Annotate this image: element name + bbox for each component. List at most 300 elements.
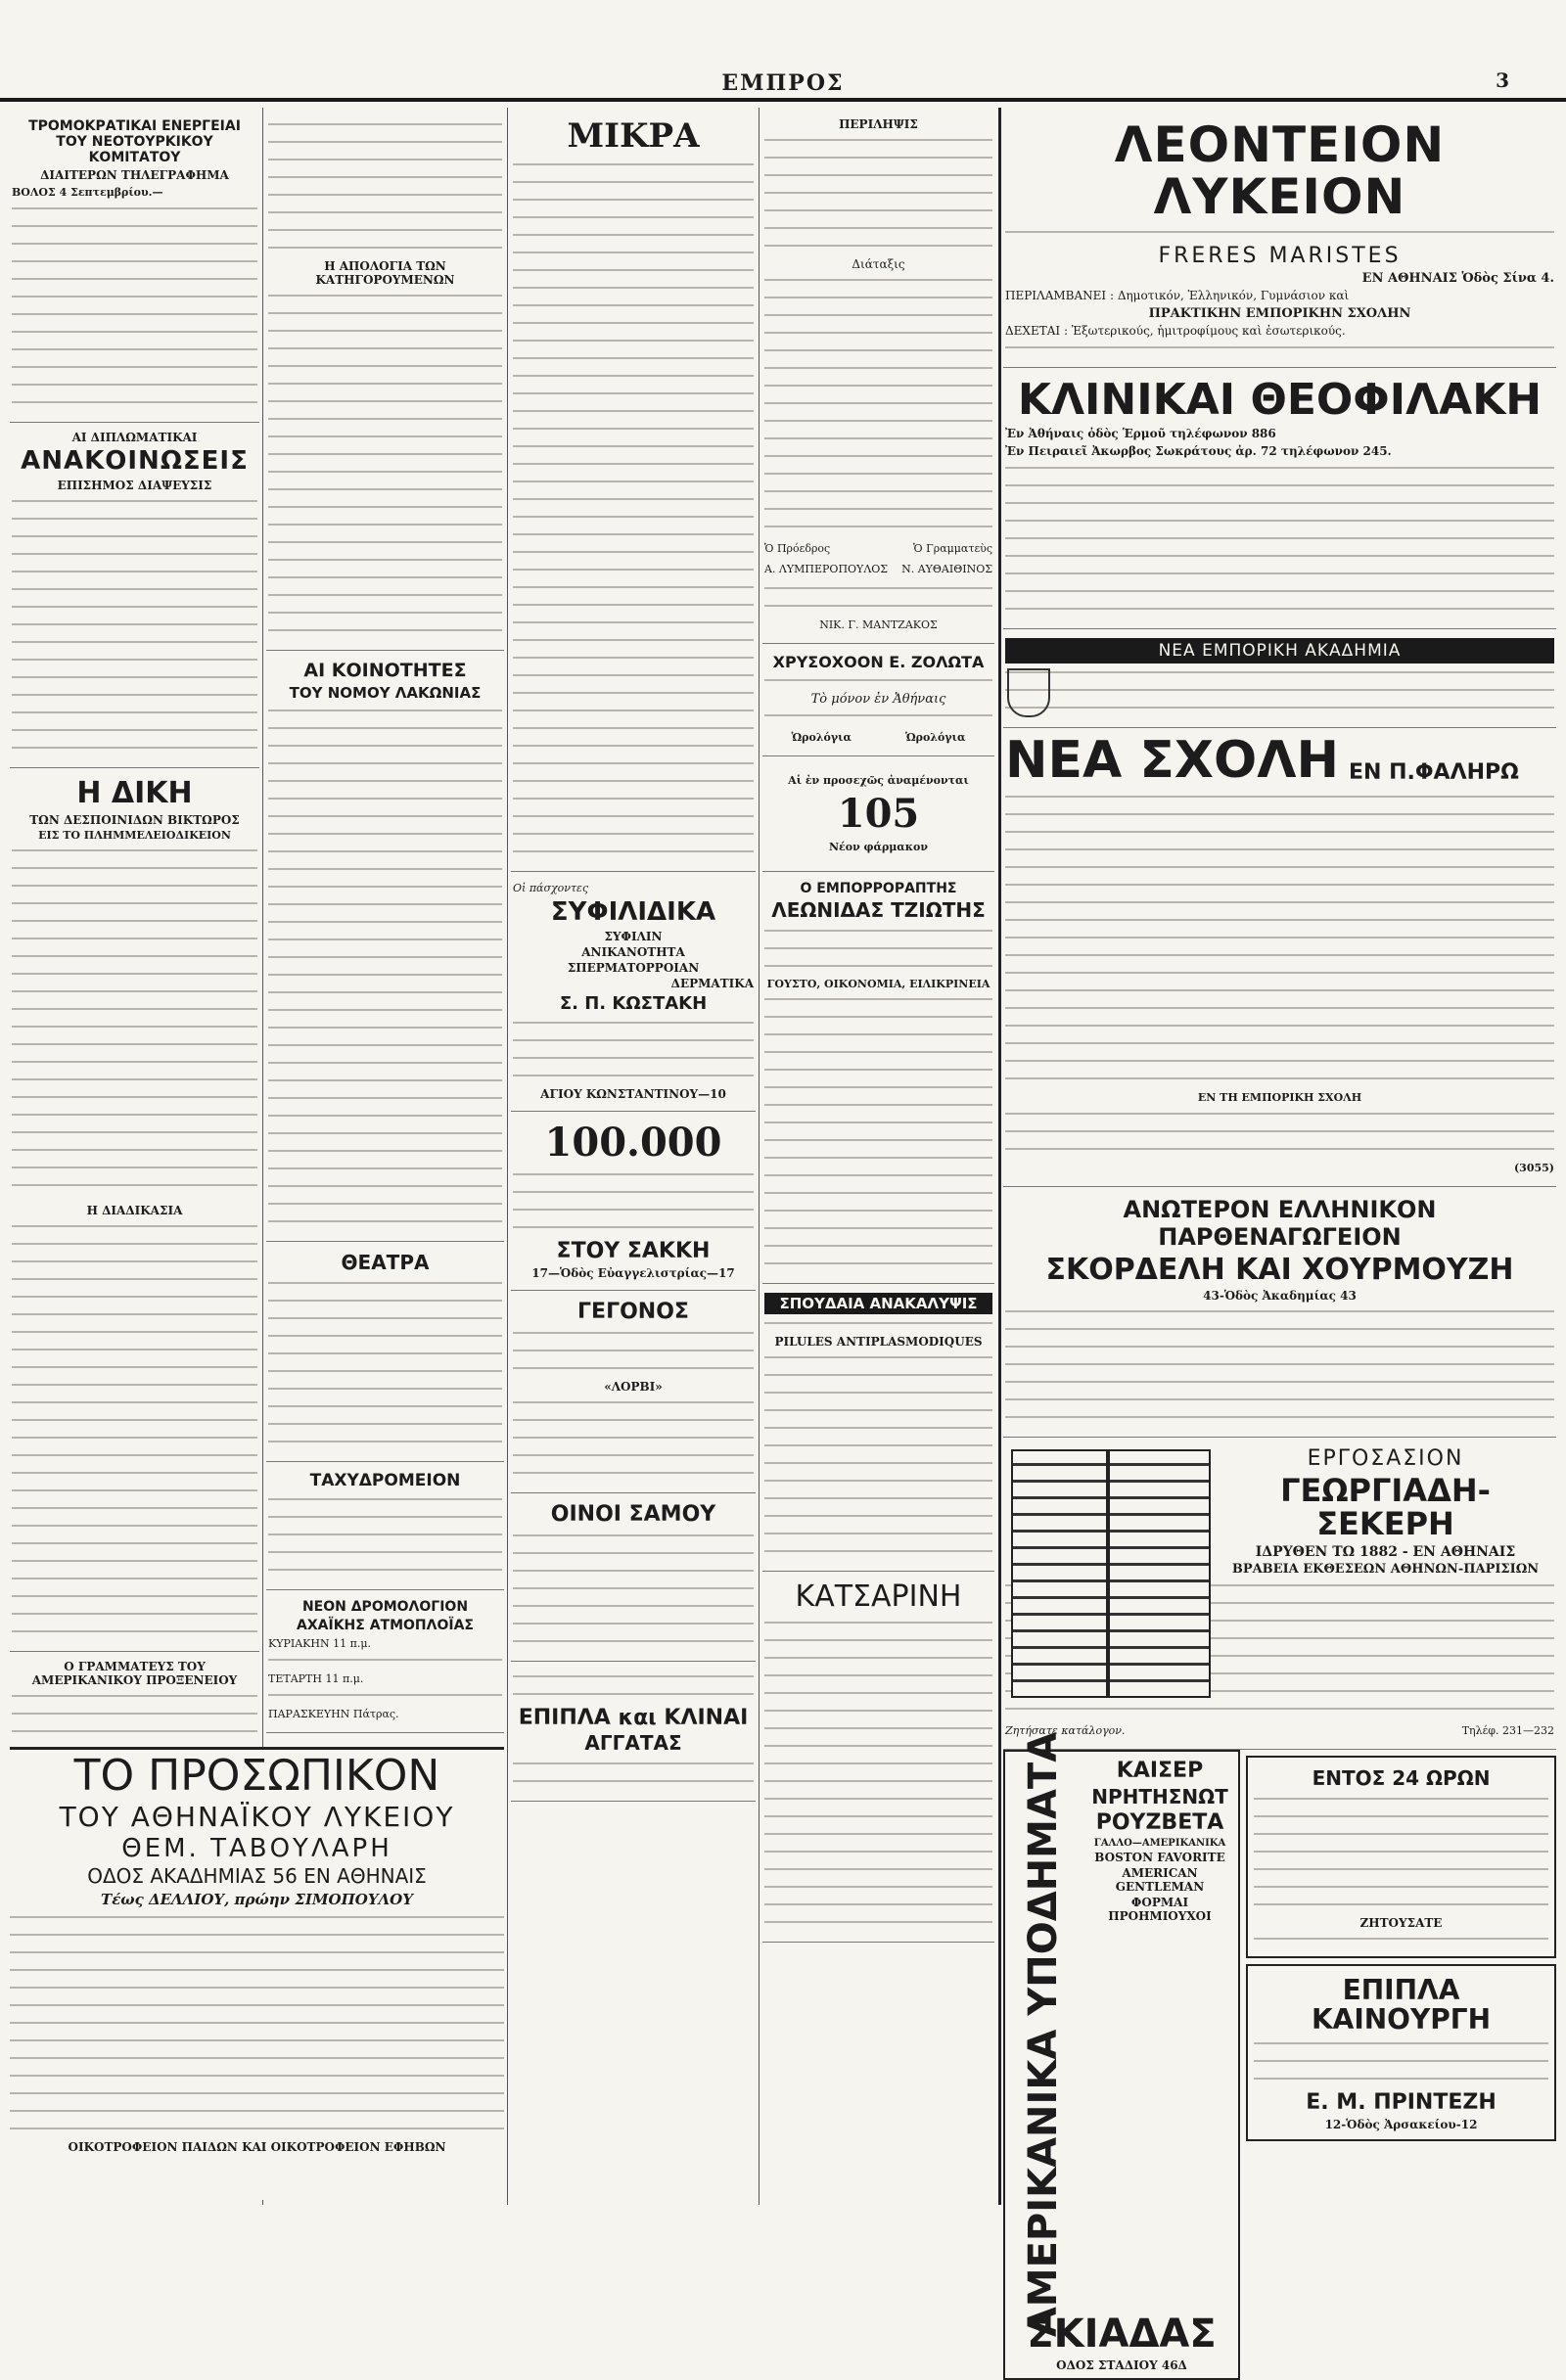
body-text-line bbox=[268, 846, 502, 860]
ad-address: ΕΝ ΑΘΗΝΑΙΣ Ὁδὸς Σίνα 4. bbox=[1361, 271, 1554, 286]
body-text-line bbox=[1005, 1394, 1554, 1408]
body-text-line bbox=[764, 1758, 992, 1772]
body-text-line bbox=[268, 1022, 502, 1036]
body-text-line bbox=[764, 1881, 992, 1896]
ad-zolota bbox=[762, 644, 994, 756]
body-text-line bbox=[1254, 1828, 1548, 1843]
body-text-line bbox=[268, 395, 502, 410]
body-text-line bbox=[10, 1964, 504, 1979]
body-text-line bbox=[268, 325, 502, 340]
ad-headline: ΚΛΙΝΙΚΑΙ ΘΕΟΦΙΛΑΚΗ bbox=[1017, 375, 1543, 425]
body-text-line bbox=[764, 993, 992, 1008]
ad-discovery bbox=[762, 1284, 994, 1572]
body-text-line bbox=[764, 362, 992, 377]
body-text-line bbox=[513, 176, 754, 191]
body-text-line bbox=[1005, 342, 1554, 356]
body-text-line bbox=[1005, 1703, 1554, 1717]
body-text-line bbox=[268, 189, 502, 204]
body-text-line bbox=[10, 2017, 504, 2032]
body-text-line bbox=[764, 1029, 992, 1043]
ad-headline: ΝΕΑ ΕΜΠΟΡΙΚΗ ΑΚΑΔΗΜΙΑ bbox=[1005, 638, 1554, 664]
body-text-line bbox=[764, 1810, 992, 1825]
body-text-line bbox=[268, 206, 502, 221]
body-text-line bbox=[268, 1546, 502, 1561]
body-text-line bbox=[513, 194, 754, 208]
body-text-line bbox=[12, 379, 257, 393]
ad-headline: ΕΠΙΠΛΑ και ΚΛΙΝΑΙ bbox=[518, 1706, 749, 1731]
body-text-line bbox=[10, 2035, 504, 2049]
body-text-line bbox=[10, 2105, 504, 2120]
body-text-line bbox=[764, 1134, 992, 1149]
body-text-line bbox=[513, 211, 754, 226]
ad-leonteion bbox=[1003, 110, 1556, 368]
article-post bbox=[266, 1462, 504, 1590]
body-text-line bbox=[12, 343, 257, 358]
body-text-line bbox=[513, 1618, 754, 1632]
body-text-line bbox=[1005, 702, 1554, 716]
body-text-line bbox=[513, 705, 754, 719]
ad-line: ΟΔΟΣ ΣΤΑΔΙΟΥ 46Δ bbox=[1056, 2358, 1187, 2373]
body-text-line bbox=[764, 1863, 992, 1878]
ad-name: Ε. Μ. ΠΡΙΝΤΕΖΗ bbox=[1306, 2090, 1497, 2116]
body-text-line bbox=[764, 1492, 992, 1507]
body-text-line bbox=[764, 1404, 992, 1419]
body-text-line bbox=[764, 1351, 992, 1366]
body-text-line bbox=[10, 1911, 504, 1926]
body-text-line bbox=[764, 1475, 992, 1489]
schedule-line: ΚΥΡΙΑΚΗΝ 11 π.μ. bbox=[268, 1637, 371, 1650]
body-text-line bbox=[513, 511, 754, 526]
body-text-line bbox=[268, 934, 502, 948]
body-text-line bbox=[513, 440, 754, 455]
ad-line: Τηλέφ. 231—232 bbox=[1461, 1724, 1554, 1738]
body-text-line bbox=[12, 985, 257, 1000]
schedule-line: ΤΕΤΑΡΤΗ 11 π.μ. bbox=[268, 1672, 364, 1685]
body-text-line bbox=[12, 601, 257, 616]
body-text-line bbox=[12, 1573, 257, 1587]
notice-summary bbox=[762, 110, 994, 644]
body-text-line bbox=[764, 380, 992, 394]
ad-subheadline: ΤΟΥ ΑΘΗΝΑΪΚΟΥ ΛΥΚΕΙΟΥ bbox=[59, 1801, 455, 1834]
body-text-line bbox=[1005, 932, 1554, 946]
ad-nea-scholi bbox=[1003, 728, 1556, 1187]
ad-item: Ὡρολόγια bbox=[905, 731, 966, 744]
ad-furniture-new bbox=[1246, 1964, 1556, 2141]
body-text-line bbox=[1254, 1863, 1548, 1878]
body-text-line bbox=[513, 264, 754, 279]
ad-line: ΣΥΦΙΛΙΝ bbox=[604, 929, 663, 943]
body-text-line bbox=[1254, 1793, 1548, 1808]
ad-line: ΚΑΙΣΕΡ bbox=[1116, 1759, 1204, 1784]
body-text-line bbox=[764, 1457, 992, 1472]
body-text-line bbox=[268, 1180, 502, 1195]
body-text-line bbox=[513, 388, 754, 402]
body-text-line bbox=[12, 1220, 257, 1235]
ad-sakki bbox=[511, 1112, 756, 1291]
ad-subheadline: ΕΝ Π.ΦΑΛΗΡΩ bbox=[1348, 759, 1519, 785]
body-text-line bbox=[764, 1081, 992, 1096]
body-text-line bbox=[268, 501, 502, 516]
body-text-line bbox=[268, 136, 502, 151]
body-text-line bbox=[1005, 684, 1554, 699]
body-text-line bbox=[268, 448, 502, 463]
ad-syphilis bbox=[511, 872, 756, 1112]
body-text-line bbox=[12, 1708, 257, 1722]
body-text-line bbox=[513, 1204, 754, 1218]
body-text-line bbox=[1005, 826, 1554, 841]
body-text-line bbox=[513, 1449, 754, 1464]
ad-line: (3055) bbox=[1513, 1161, 1554, 1174]
body-text-line bbox=[10, 2123, 504, 2137]
body-text-line bbox=[764, 433, 992, 447]
ad-headline: ΕΝΤΟΣ 24 ΩΡΩΝ bbox=[1312, 1766, 1491, 1791]
body-text-line bbox=[268, 1564, 502, 1579]
ad-headline: ΣΥΦΙΛΙΔΙΚΑ bbox=[550, 896, 716, 927]
section-heading: Η ΔΙΑΔΙΚΑΣΙΑ bbox=[86, 1203, 183, 1217]
body-text-line bbox=[12, 495, 257, 510]
article-headline: ΤΑΧΥΔΡΟΜΕΙΟΝ bbox=[309, 1471, 461, 1490]
body-text-line bbox=[12, 1109, 257, 1123]
body-text-line bbox=[12, 897, 257, 912]
ad-subheadline: ΣΚΟΡΔΕΛΗ ΚΑΙ ΧΟΥΡΜΟΥΖΗ bbox=[1045, 1252, 1514, 1287]
vertical-banner-text: ΑΜΕΡΙΚΑΝΙΚΑ ΥΠΟΔΗΜΑΤΑ bbox=[1021, 1732, 1067, 2338]
body-text-line bbox=[268, 1436, 502, 1450]
body-text-line bbox=[513, 793, 754, 807]
body-text-line bbox=[764, 1422, 992, 1437]
body-text-line bbox=[12, 1144, 257, 1159]
ad-line: ΝΡΗΤΗΣΝΩΤ bbox=[1091, 1784, 1228, 1808]
body-text-line bbox=[1254, 1881, 1548, 1896]
body-text-line bbox=[1254, 2037, 1548, 2052]
ad-line: ΣΠΕΡΜΑΤΟΡΡΟΙΑΝ bbox=[567, 960, 700, 975]
schedule-line: ΠΑΡΑΣΚΕΥΗΝ Πάτρας. bbox=[268, 1708, 399, 1720]
body-text-line bbox=[764, 415, 992, 430]
ad-line: ΓΑΛΛΟ—ΑΜΕΡΙΚΑΝΙΚΑ bbox=[1093, 1837, 1226, 1849]
ad-line: Τὸ μόνον ἐν Ἀθήναις bbox=[810, 692, 946, 707]
column-3 bbox=[511, 110, 756, 2205]
section-heading: Η ΑΠΟΛΟΓΙΑ ΤΩΝ ΚΑΤΗΓΟΡΟΥΜΕΝΩΝ bbox=[315, 259, 455, 287]
ad-headline: Ο ΕΜΠΟΡΡΟΡΑΠΤΗΣ bbox=[800, 881, 957, 896]
body-text-line bbox=[764, 1387, 992, 1401]
article-subheadline: ΤΟΥ ΝΟΜΟΥ ΛΑΚΩΝΙΑΣ bbox=[289, 684, 482, 702]
ad-line: ΟΙΚΟΤΡΟΦΕΙΟΝ ΠΑΙΔΩΝ ΚΑΙ ΟΙΚΟΤΡΟΦΕΙΟΝ ΕΦΗΒΩΝ bbox=[68, 2139, 446, 2154]
ad-line: Ἐν Πειραιεῖ Ἀκωρβος Σωκράτους ἀρ. 72 τηλέφωνον 245. bbox=[1005, 444, 1392, 459]
ad-headline: ΓΕΓΟΝΟΣ bbox=[577, 1300, 689, 1325]
body-text-line bbox=[268, 242, 502, 256]
ad-headline: ΝΕΑ ΣΧΟΛΗ bbox=[1005, 731, 1339, 791]
ad-headline: ΑΝΩΤΕΡΟΝ ΕΛΛΗΝΙΚΟΝ ΠΑΡΘΕΝΑΓΩΓΕΙΟΝ bbox=[1123, 1195, 1437, 1251]
body-text-line bbox=[12, 1003, 257, 1018]
body-text-line bbox=[513, 564, 754, 578]
body-text-line bbox=[268, 1057, 502, 1072]
body-text-line bbox=[12, 548, 257, 563]
body-text-line bbox=[268, 1004, 502, 1019]
body-text-line bbox=[12, 1326, 257, 1341]
ad-headline: ΛΕΟΝΤΕΙΟΝ ΛΥΚΕΙΟΝ bbox=[1114, 116, 1446, 225]
article-headline: ΜΙΚΡΑ bbox=[567, 116, 700, 156]
body-text-line bbox=[268, 1198, 502, 1213]
body-text-line bbox=[12, 1520, 257, 1534]
ad-address: 12-Ὁδὸς Ἀρσακείου-12 bbox=[1324, 2118, 1478, 2132]
column-divider bbox=[507, 108, 508, 2205]
body-text-line bbox=[12, 1449, 257, 1464]
body-text-line bbox=[513, 1345, 754, 1359]
body-text-line bbox=[268, 431, 502, 445]
body-text-line bbox=[764, 1011, 992, 1026]
body-text-line bbox=[764, 1064, 992, 1078]
body-text-line bbox=[12, 220, 257, 235]
ad-row bbox=[1003, 1732, 1556, 2380]
ad-subheadline: FRERES MARISTES bbox=[1158, 244, 1402, 268]
body-text-line bbox=[764, 1705, 992, 1719]
body-text-line bbox=[12, 1502, 257, 1517]
body-text-line bbox=[764, 187, 992, 202]
body-text-line bbox=[12, 1690, 257, 1705]
column-5 bbox=[1003, 110, 1556, 2373]
body-text-line bbox=[12, 530, 257, 545]
ad-line: ΕΝ ΤΗ ΕΜΠΟΡΙΚΗ ΣΧΟΛΗ bbox=[1197, 1090, 1362, 1104]
body-text-line bbox=[764, 1240, 992, 1255]
body-text-line bbox=[513, 1530, 754, 1544]
body-text-line bbox=[764, 344, 992, 359]
body-text-line bbox=[513, 1582, 754, 1597]
body-text-line bbox=[268, 171, 502, 186]
body-text-line bbox=[764, 1205, 992, 1219]
ad-gegonos bbox=[511, 1291, 756, 1493]
ad-24h bbox=[1246, 1756, 1556, 1958]
article-kicker: ΑΙ ΔΙΠΛΩΜΑΤΙΚΑΙ bbox=[71, 431, 198, 444]
body-text-line bbox=[12, 1074, 257, 1088]
body-text-line bbox=[268, 1418, 502, 1433]
body-text-line bbox=[12, 671, 257, 686]
ad-headline: ΤΟ ΠΡΟΣΩΠΙΚΟΝ bbox=[73, 1751, 440, 1801]
body-text-line bbox=[12, 1396, 257, 1411]
body-text-line bbox=[12, 724, 257, 739]
body-text-line bbox=[12, 1162, 257, 1176]
ad-headline: ΕΠΙΠΛΑ ΚΑΙΝΟΥΡΓΗ bbox=[1311, 1974, 1492, 2036]
body-text-line bbox=[268, 810, 502, 825]
body-text-line bbox=[764, 274, 992, 289]
crest-icon bbox=[1007, 668, 1050, 717]
body-text-line bbox=[1254, 2073, 1548, 2087]
body-text-line bbox=[764, 134, 992, 149]
body-text-line bbox=[10, 1946, 504, 1961]
body-text-line bbox=[268, 1127, 502, 1142]
body-text-line bbox=[12, 1256, 257, 1270]
ad-address: ΟΔΟΣ ΑΚΑΔΗΜΙΑΣ 56 ΕΝ ΑΘΗΝΑΙΣ bbox=[87, 1863, 427, 1888]
body-text-line bbox=[513, 828, 754, 843]
body-text-line bbox=[12, 361, 257, 376]
body-text-line bbox=[513, 528, 754, 543]
body-text-line bbox=[268, 1163, 502, 1177]
body-text-line bbox=[513, 1688, 754, 1703]
body-text-line bbox=[764, 1687, 992, 1702]
ad-theofilaki bbox=[1003, 368, 1556, 629]
body-text-line bbox=[268, 483, 502, 498]
ad-line: Ζητήσατε κατάλογον. bbox=[1005, 1724, 1126, 1738]
article-trial bbox=[10, 768, 259, 1652]
body-text-line bbox=[513, 722, 754, 737]
article-headline: Η ΔΙΚΗ bbox=[76, 776, 193, 811]
body-text-line bbox=[12, 291, 257, 305]
body-text-line bbox=[764, 1670, 992, 1684]
body-text-line bbox=[12, 862, 257, 877]
body-text-line bbox=[764, 1152, 992, 1167]
body-text-line bbox=[268, 1383, 502, 1397]
body-text-line bbox=[268, 1295, 502, 1309]
ad-line: ΠΡΑΚΤΙΚΗΝ ΕΜΠΟΡΙΚΗΝ ΣΧΟΛΗΝ bbox=[1148, 306, 1411, 321]
body-text-line bbox=[268, 1312, 502, 1327]
body-text-line bbox=[12, 689, 257, 704]
body-text-line bbox=[1005, 914, 1554, 929]
body-text-line bbox=[268, 969, 502, 984]
column-divider bbox=[998, 108, 1001, 2205]
body-text-line bbox=[12, 326, 257, 341]
body-text-line bbox=[764, 582, 992, 597]
article-headline: ΝΕΟΝ ΔΡΟΜΟΛΟΓΙΟΝ bbox=[301, 1599, 469, 1615]
body-text-line bbox=[268, 757, 502, 772]
body-text-line bbox=[268, 378, 502, 392]
ad-headline: ΓΕΩΡΓΙΑΔΗ-ΣΕΚΕΡΗ bbox=[1280, 1472, 1491, 1542]
ad-big-number: 100.000 bbox=[544, 1119, 722, 1166]
body-text-line bbox=[513, 1432, 754, 1446]
notice-name: Α. ΛΥΜΠΕΡΟΠΟΥΛΟΣ bbox=[764, 563, 889, 575]
body-text-line bbox=[513, 335, 754, 349]
body-text-line bbox=[1005, 1143, 1554, 1158]
body-text-line bbox=[268, 863, 502, 878]
body-text-line bbox=[268, 1145, 502, 1160]
body-text-line bbox=[513, 617, 754, 631]
article-terror bbox=[10, 110, 259, 423]
body-text-line bbox=[764, 1099, 992, 1114]
body-text-line bbox=[12, 742, 257, 756]
body-text-line bbox=[268, 1092, 502, 1107]
article-headline: ΑΝΑΚΟΙΝΩΣΕΙΣ bbox=[21, 446, 249, 476]
body-text-line bbox=[764, 1169, 992, 1184]
body-text-line bbox=[1005, 1073, 1554, 1087]
ad-athenaikon-lykeion bbox=[10, 1747, 504, 2200]
body-text-line bbox=[268, 1654, 502, 1669]
body-text-line bbox=[513, 317, 754, 332]
ad-line: ΦΟΡΜΑΙ ΠΡΟΗΜΙΟΥΧΟΙ bbox=[1108, 1895, 1212, 1923]
body-text-line bbox=[12, 1238, 257, 1253]
body-text-line bbox=[1005, 666, 1554, 681]
body-text-line bbox=[268, 519, 502, 533]
body-text-line bbox=[268, 624, 502, 639]
body-text-line bbox=[764, 709, 992, 724]
body-text-line bbox=[1254, 1810, 1548, 1825]
ad-brand: «ΛΟΡΒΙ» bbox=[604, 1380, 663, 1395]
body-text-line bbox=[268, 986, 502, 1001]
body-text-line bbox=[12, 1432, 257, 1446]
body-text-line bbox=[513, 476, 754, 490]
body-text-line bbox=[10, 2052, 504, 2067]
body-text-line bbox=[12, 618, 257, 633]
body-text-line bbox=[268, 154, 502, 168]
ad-line: ΑΝΙΚΑΝΟΤΗΤΑ bbox=[581, 944, 685, 959]
body-text-line bbox=[764, 925, 992, 939]
ad-105 bbox=[762, 756, 994, 872]
ad-tailor bbox=[762, 872, 994, 1284]
body-text-line bbox=[764, 960, 992, 975]
body-text-line bbox=[12, 1537, 257, 1552]
article-headline: Ο ΓΡΑΜΜΑΤΕΥΣ ΤΟΥ ΑΜΕΡΙΚΑΝΙΚΟΥ ΠΡΟΞΕΝΕΙΟΥ bbox=[31, 1659, 238, 1687]
masthead bbox=[0, 0, 1566, 98]
masthead-rule bbox=[0, 98, 1566, 102]
body-text-line bbox=[268, 413, 502, 428]
notice-signature: Ὁ Γραμματεὺς bbox=[913, 542, 992, 555]
body-text-line bbox=[12, 1625, 257, 1640]
body-text-line bbox=[1005, 967, 1554, 982]
body-text-line bbox=[513, 405, 754, 420]
body-text-line bbox=[12, 1555, 257, 1570]
ad-academy bbox=[1003, 629, 1556, 728]
ad-line: ΓΟΥΣΤΟ, ΟΙΚΟΝΟΜΙΑ, ΕΙΛΙΚΡΙΝΕΙΑ bbox=[766, 978, 990, 990]
notice-section: Διάταξις bbox=[852, 257, 905, 271]
body-text-line bbox=[268, 118, 502, 133]
ad-line: BOSTON FAVORITE bbox=[1094, 1850, 1225, 1864]
body-text-line bbox=[764, 1510, 992, 1525]
body-text-line bbox=[12, 1179, 257, 1194]
body-text-line bbox=[1254, 1846, 1548, 1860]
ad-line: Νέον φάρμακον bbox=[828, 841, 928, 853]
article-subheadline: ΕΙΣ ΤΟ ΠΛΗΜΜΕΛΕΙΟΔΙΚΕΙΟΝ bbox=[38, 828, 231, 842]
body-text-line bbox=[12, 968, 257, 983]
body-text-line bbox=[268, 1330, 502, 1345]
notice-name: Ν. ΑΥΘΑΙΘΙΝΟΣ bbox=[901, 563, 992, 575]
body-text-line bbox=[1005, 585, 1554, 600]
ad-line: ΑΓΙΟΥ ΚΩΝΣΤΑΝΤΙΝΟΥ—10 bbox=[540, 1086, 726, 1101]
body-text-line bbox=[1005, 879, 1554, 893]
notice-headline: ΠΕΡΙΛΗΨΙΣ bbox=[839, 117, 918, 131]
body-text-line bbox=[513, 299, 754, 314]
body-text-line bbox=[764, 205, 992, 219]
body-text-line bbox=[764, 1046, 992, 1061]
article-headline: ΘΕΑΤΡΑ bbox=[341, 1251, 430, 1274]
ad-name: ΛΕΩΝΙΔΑΣ ΤΖΙΩΤΗΣ bbox=[771, 898, 986, 922]
ad-shoes bbox=[1003, 1732, 1240, 2380]
body-text-line bbox=[513, 1052, 754, 1067]
ad-line: Τέως ΔΕΛΛΙΟΥ, πρώην ΣΙΜΟΠΟΥΛΟΥ bbox=[101, 1890, 413, 1908]
body-text-line bbox=[513, 229, 754, 244]
body-text-line bbox=[10, 2070, 504, 2084]
body-text-line bbox=[1005, 861, 1554, 876]
ad-kicker: ΕΡΓΟΣΑΣΙΟΝ bbox=[1307, 1446, 1464, 1472]
body-text-line bbox=[268, 1277, 502, 1292]
body-text-line bbox=[764, 450, 992, 465]
body-text-line bbox=[268, 793, 502, 807]
body-text-line bbox=[268, 898, 502, 913]
body-text-line bbox=[513, 1327, 754, 1342]
vertical-banner bbox=[1009, 1732, 1078, 2338]
body-text-line bbox=[12, 654, 257, 668]
article-subheadline: ΕΠΙΣΗΜΟΣ ΔΙΑΨΕΥΣΙΣ bbox=[57, 479, 212, 493]
ad-kicker: Οἱ πάσχοντες bbox=[513, 881, 589, 894]
body-text-line bbox=[12, 880, 257, 894]
body-text-line bbox=[513, 1396, 754, 1411]
body-text-line bbox=[12, 1467, 257, 1482]
body-text-line bbox=[12, 238, 257, 252]
body-text-line bbox=[268, 722, 502, 737]
body-text-line bbox=[513, 458, 754, 473]
body-text-line bbox=[268, 705, 502, 719]
body-text-line bbox=[1254, 1899, 1548, 1913]
body-text-line bbox=[268, 916, 502, 931]
body-text-line bbox=[12, 583, 257, 598]
ad-big-number: 105 bbox=[837, 791, 920, 837]
body-text-line bbox=[764, 1222, 992, 1237]
body-text-line bbox=[12, 845, 257, 859]
